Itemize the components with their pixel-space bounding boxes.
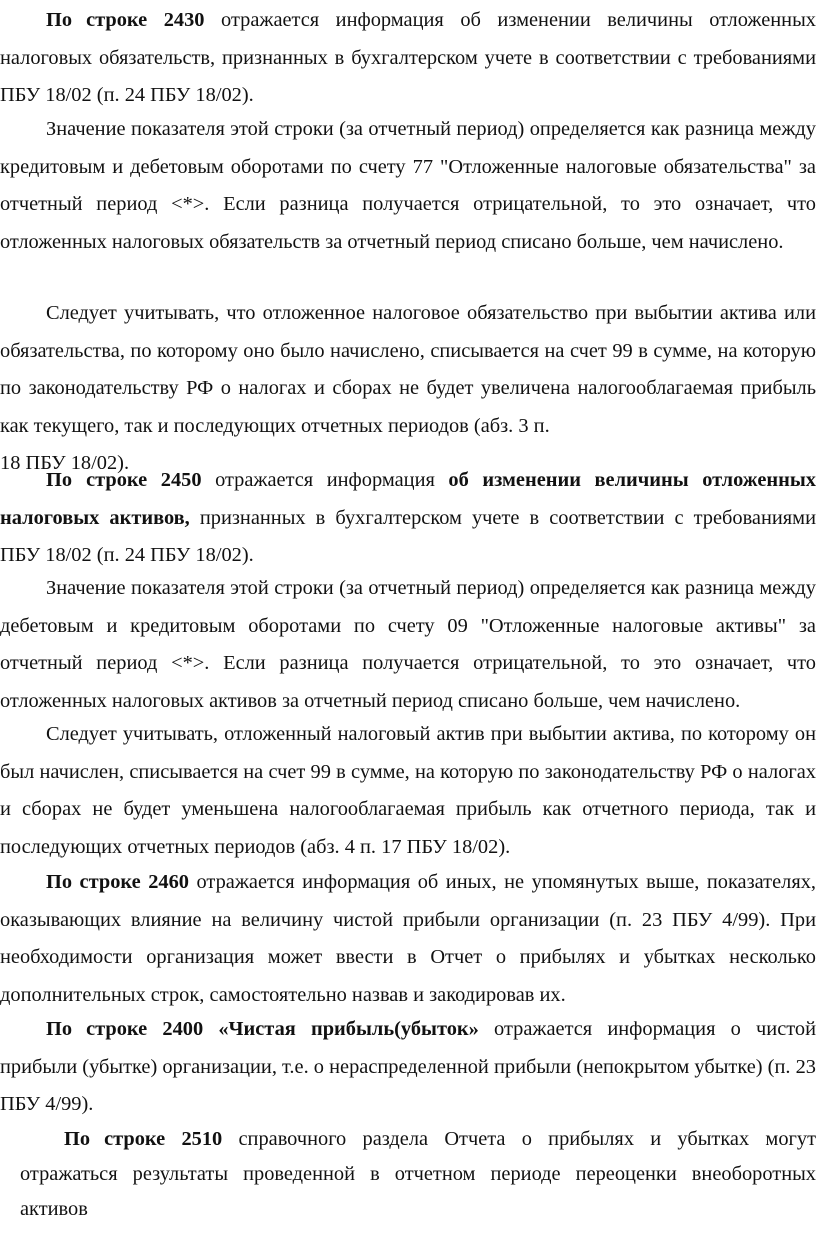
paragraph-line-2400 bbox=[0, 1011, 816, 1124]
paragraph-line-2510 bbox=[20, 1122, 816, 1227]
paragraph-text: отражается информация об иных, не упомянутых выше, показателях, оказывающих влияние на величину чистой прибыли организации (п. 23 ПБУ 4/99). При необходимости организация может ввести в Отчет о прибылях и убытках несколько дополнительных строк, самостоятельно назвав и закодировав их. bbox=[0, 871, 816, 1006]
paragraph-text: отражается информация bbox=[201, 469, 449, 491]
paragraph-text: справочного раздела Отчета о прибылях и убытках могут отражаться результаты проведенной в отчетном периоде переоценки внеоборотных активов bbox=[20, 1128, 816, 1220]
line-code-2400: строке 2400 «Чистая прибыль(убыток» bbox=[86, 1018, 479, 1040]
paragraph-text: Следует учитывать, отложенный налоговый актив при выбытии актива, по которому он был начислен, списывается на счет 99 в сумме, на которую по законодательству РФ о налогах и сборах не будет уменьшена налогооблагаемая прибыль как отчетного периода, так и последующих отчетных периодов (абз. 4 п. 17 ПБУ 18/02). bbox=[0, 723, 816, 858]
line-code-2430: строке 2430 bbox=[86, 9, 205, 31]
paragraph-2450-note bbox=[0, 716, 816, 866]
paragraph-text: Значение показателя этой строки (за отчетный период) определяется как разница между кредитовым и дебетовым оборотами по счету 77 "Отложенные налоговые обязательства" за отчетный период <*>. Если разница получается отрицательной, то это означает, что отложенных налоговых обязательств за отчетный период списано больше, чем начислено. bbox=[0, 118, 816, 253]
line-label-prefix: По bbox=[64, 1128, 91, 1150]
paragraph-line-2450 bbox=[0, 462, 816, 575]
line-code-2460: По строке 2460 bbox=[46, 871, 189, 893]
paragraph-text: признанных в бухгалтерском учете в соответствии с требованиями ПБУ 18/02 (п. 24 ПБУ 18/02). bbox=[0, 506, 816, 567]
line-code-2450: строке 2450 bbox=[86, 469, 202, 491]
paragraph-text: отражается информация об изменении величины отложенных налоговых обязательств, признанных в бухгалтерском учете в соответствии с требованиями ПБУ 18/02 (п. 24 ПБУ 18/02). bbox=[0, 9, 816, 107]
line-code-2510: строке 2510 bbox=[104, 1128, 223, 1150]
line-label-prefix: По bbox=[46, 9, 73, 31]
paragraph-text-end: 18 ПБУ 18/02). bbox=[0, 452, 130, 475]
paragraph-2430-value bbox=[0, 111, 816, 261]
line-label-prefix: По bbox=[46, 469, 73, 491]
paragraph-text: Значение показателя этой строки (за отчетный период) определяется как разница между дебетовым и кредитовым оборотами по счету 09 "Отложенные налоговые активы" за отчетный период <*>. Если разница получается отрицательной, то это означает, что отложенных налоговых активов за отчетный период списано больше, чем начислено. bbox=[0, 577, 816, 712]
paragraph-text: Следует учитывать, что отложенное налоговое обязательство при выбытии актива или обязательства, по которому оно было начислено, списывается на счет 99 в сумме, на которую по законодательству РФ о налогах и сборах не будет увеличена налогооблагаемая прибыль как текущего, так и последующих отчетных периодов (абз. 3 п. bbox=[0, 302, 816, 437]
line-label-prefix: По bbox=[46, 1018, 73, 1040]
paragraph-text: отражается информация о чистой прибыли (убытке) организации, т.е. о нераспределенной прибыли (непокрытом убытке) (п. 23 ПБУ 4/99). bbox=[0, 1018, 816, 1116]
paragraph-line-2430 bbox=[0, 2, 816, 115]
paragraph-2430-note bbox=[0, 295, 816, 483]
paragraph-bold-text: об изменении величины отложенных налоговых активов, bbox=[0, 469, 816, 529]
paragraph-line-2460 bbox=[0, 864, 816, 1014]
paragraph-2450-value bbox=[0, 570, 816, 720]
